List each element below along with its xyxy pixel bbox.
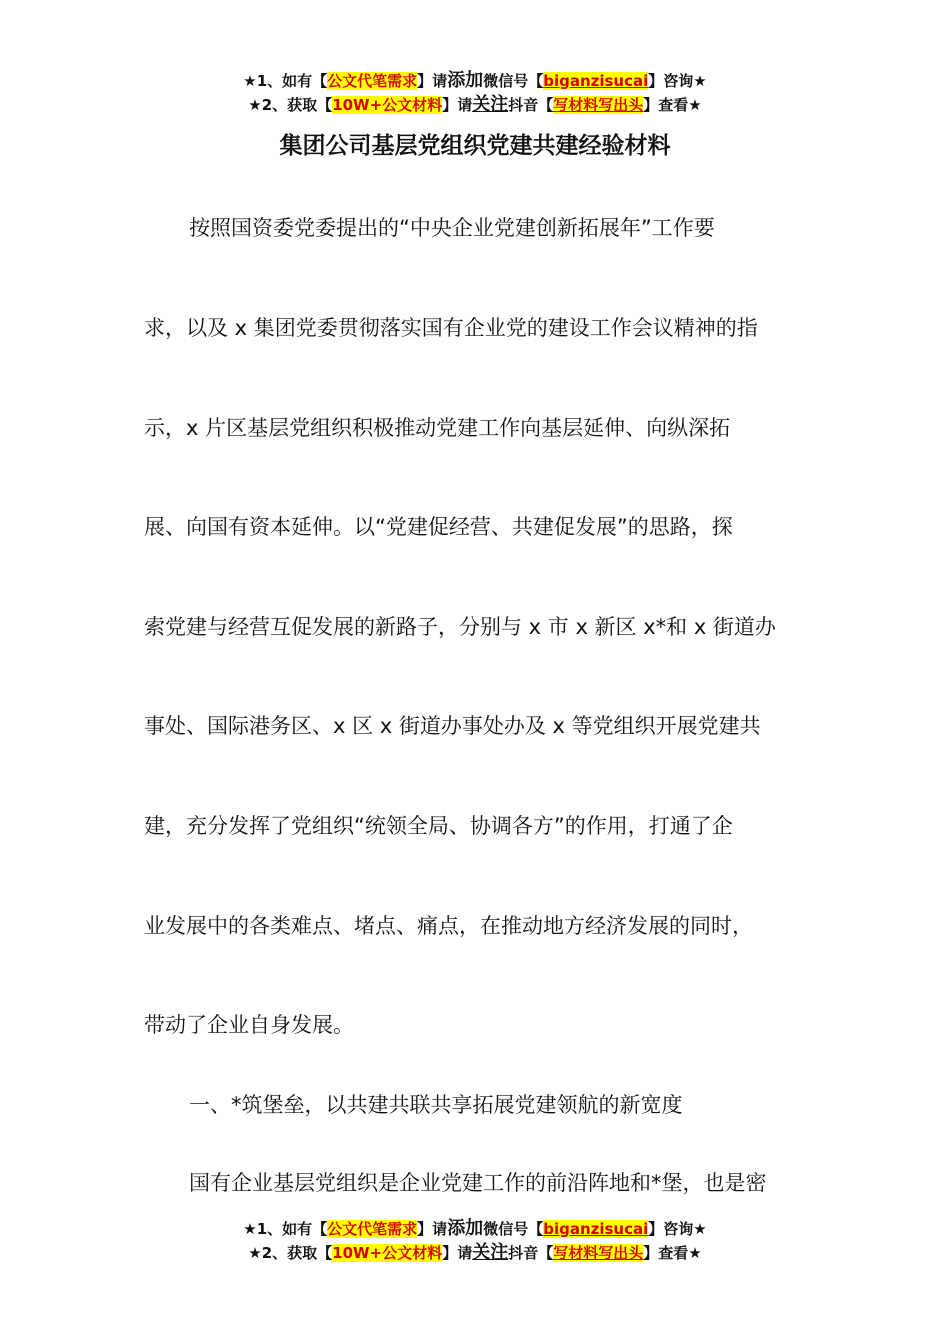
promo-line-2: ★2、获取【10W+公文材料】请关注抖音【写材料写出头】查看★ xyxy=(248,94,702,115)
douyin-account-link[interactable]: 写材料写出头 xyxy=(553,1244,644,1262)
body-line: 求，以及 x 集团党委贯彻落实国有企业党的建设工作会议精神的指 xyxy=(144,316,758,340)
wechat-id-link[interactable]: biganzisucai xyxy=(543,72,649,90)
body-line: 按照国资委党委提出的“中央企业党建创新拓展年”工作要 xyxy=(189,216,715,240)
body-line: 业发展中的各类难点、堵点、痛点，在推动地方经济发展的同时， xyxy=(144,914,753,938)
promo-line-1: ★1、如有【公文代笔需求】请添加微信号【biganzisucai】咨询★ xyxy=(243,1218,707,1239)
promo-line-2: ★2、获取【10W+公文材料】请关注抖音【写材料写出头】查看★ xyxy=(248,1242,702,1263)
promo-banner-bottom xyxy=(0,1217,950,1265)
highlight-materials: 10W+公文材料 xyxy=(332,1244,443,1262)
body-line: 示，x 片区基层党组织积极推动党建工作向基层延伸、向纵深拓 xyxy=(144,416,731,440)
highlight-service: 公文代笔需求 xyxy=(327,72,418,90)
document-title: 集团公司基层党组织党建共建经验材料 xyxy=(279,133,671,159)
body-line: 事处、国际港务区、x 区 x 街道办事处办及 x 等党组织开展党建共 xyxy=(144,714,761,738)
highlight-materials: 10W+公文材料 xyxy=(332,96,443,114)
body-line: 建，充分发挥了党组织“统领全局、协调各方”的作用，打通了企 xyxy=(144,814,733,838)
douyin-account-link[interactable]: 写材料写出头 xyxy=(553,96,644,114)
body-line: 国有企业基层党组织是企业党建工作的前沿阵地和*堡，也是密 xyxy=(189,1171,767,1195)
body-line: 索党建与经营互促发展的新路子，分别与 x 市 x 新区 x*和 x 街道办 xyxy=(144,615,776,639)
wechat-id-link[interactable]: biganzisucai xyxy=(543,1220,649,1238)
body-line: 展、向国有资本延伸。以“党建促经营、共建促发展”的思路，探 xyxy=(144,515,733,539)
body-line: 带动了企业自身发展。 xyxy=(144,1013,354,1037)
promo-line-1: ★1、如有【公文代笔需求】请添加微信号【biganzisucai】咨询★ xyxy=(243,70,707,91)
promo-banner-top xyxy=(0,69,950,117)
section-heading: 一、*筑堡垒，以共建共联共享拓展党建领航的新宽度 xyxy=(189,1093,683,1117)
highlight-service: 公文代笔需求 xyxy=(327,1220,418,1238)
